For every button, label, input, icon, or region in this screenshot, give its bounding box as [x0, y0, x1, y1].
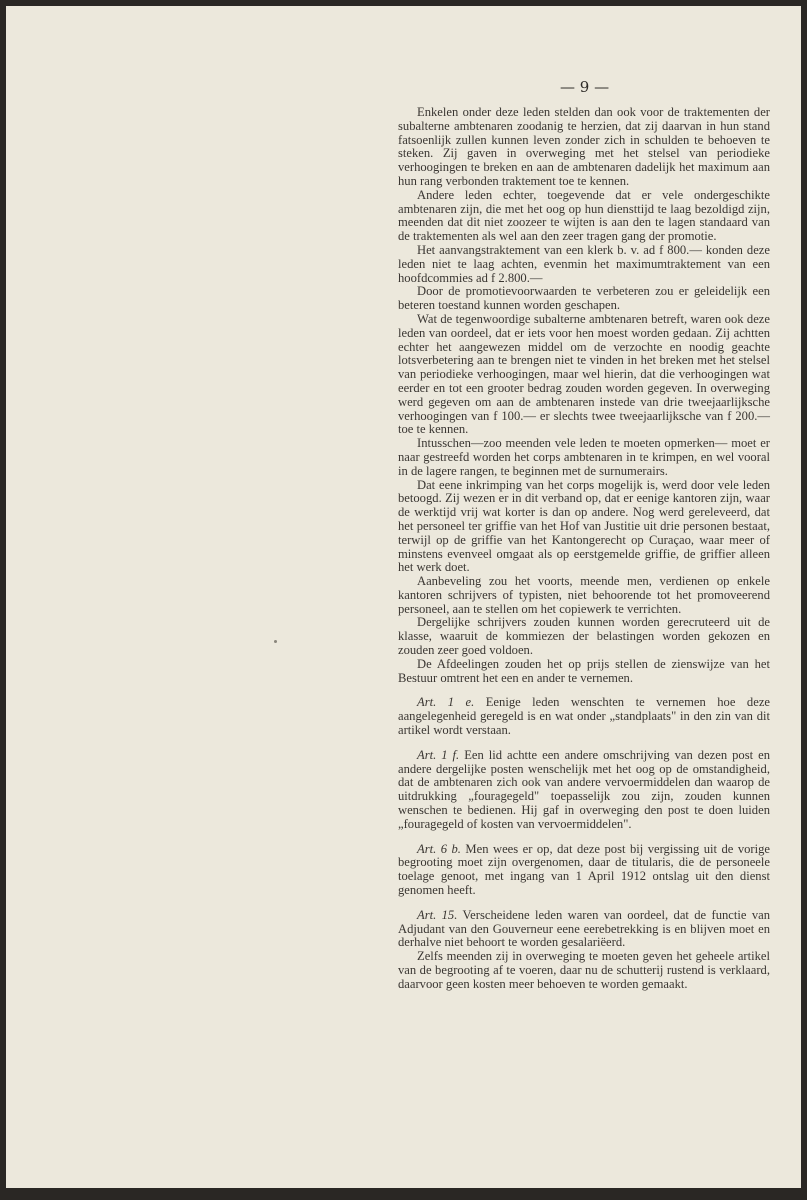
paragraph: Het aanvangstraktement van een klerk b. v. ad f 800.— konden deze leden niet te laag achten, evenmin het maximumtraktement van een hoofdcommies ad f 2.800.— [398, 242, 770, 285]
document-page [6, 6, 801, 1194]
article-ref: Art. 6 b. [417, 841, 461, 856]
paragraph: Wat de tegenwoordige subalterne ambtenaren betreft, waren ook deze leden van oordeel, dat er iets voor hen moest worden gedaan. Zij achtten echter het aangewezen middel om de verzochte en noodig geachte lotsverbetering aan te brengen niet te vinden in het breken met het stelsel van periodieke verhoogingen, maar wel hierin, dat die verhoogingen wat eerder en tot een grooter bedrag zouden worden gegeven. In overweging werd gegeven om aan de ambtenaren instede van drie tweejaarlijksche verhoogingen van f 100.— er slechts twee tweejaarlijksche van f 200.— toe te kennen. [398, 311, 770, 437]
article-text: Eenige leden wenschten te vernemen hoe deze aangelegenheid geregeld is en wat onder „standplaats" in den zin van dit artikel wordt verstaan. [398, 695, 770, 738]
paragraph: Enkelen onder deze leden stelden dan ook voor de traktementen der subalterne ambtenaren zoodanig te herzien, dat zij daarvan in hun stand fatsoenlijk zullen kunnen leven zonder zich in schulden te behoeven te steken. Zij gaven in overweging met het stelsel van periodieke verhoogingen te breken en aan de ambtenaren dadelijk het maximum aan hun rang verbonden traktement toe te kennen. [398, 105, 770, 188]
text-column [398, 106, 770, 992]
paragraph: Dergelijke schrijvers zouden kunnen worden gerecruteerd uit de klasse, waaruit de kommiezen der belastingen worden gekozen en zouden zeer goed voldoen. [398, 615, 770, 658]
page-number: — 9 — [560, 78, 610, 96]
article-paragraph [398, 749, 770, 832]
article-text: Verscheidene leden waren van oordeel, dat de functie van Adjudant van den Gouverneur eene eerebetrekking is en blijven moet en derhalve niet behoort te worden gesalariëerd. [398, 907, 771, 950]
paper-speck [274, 640, 277, 643]
article-paragraph [398, 696, 770, 737]
paragraph: Andere leden echter, toegevende dat er vele ondergeschikte ambtenaren zijn, die met het oog op hun diensttijd te laag bezoldigd zijn, meenden dat dit niet zoozeer te wijten is aan den te lagen standaard van de traktementen als wel aan den zeer tragen gang der promotie. [398, 187, 770, 244]
article-paragraph [398, 843, 770, 898]
paragraph: Intusschen—zoo meenden vele leden te moeten opmerken— moet er naar gestreefd worden het corps ambtenaren in te krimpen, en wel vooral in de lagere rangen, te beginnen met de surnumerairs. [398, 436, 770, 478]
article-ref: Art. 15. [417, 907, 458, 922]
paragraph: De Afdeelingen zouden het op prijs stellen de zienswijze van het Bestuur omtrent het een en ander te vernemen. [398, 656, 770, 685]
paragraph: Dat eene inkrimping van het corps mogelijk is, werd door vele leden betoogd. Zij wezen er in dit verband op, dat er eenige kantoren zijn, waar de werktijd vrij wat korter is dan op andere. Nog werd gereleveerd, dat het personeel ter griffie van het Hof van Justitie uit drie personen bestaat, terwijl op de griffie van het Kantongerecht op Curaçao, waar meer of minstens evenveel omgaat als op eerstgemelde griffie, de griffier alleen het werk doet. [398, 477, 770, 575]
paragraph: Door de promotievoorwaarden te verbeteren zou er geleidelijk een beteren toestand kunnen worden geschapen. [398, 284, 770, 313]
paragraph: Zelfs meenden zij in overweging te moeten geven het geheele artikel van de begrooting af te voeren, daar nu de schutterij rustend is verklaard, daarvoor geen kosten meer behoeven te worden gemaakt. [398, 949, 770, 991]
article-text: Men wees er op, dat deze post bij vergissing uit de vorige begrooting moet zijn overgenomen, daar de titularis, die de personeele toelage genoot, met ingang van 1 April 1912 ontslag uit den dienst genomen heeft. [398, 841, 771, 898]
article-text: Een lid achtte een andere omschrijving van dezen post en andere dergelijke posten wenschelijk met het oog op de omstandigheid, dat de ambtenaren zich ook van andere vervoermiddelen dan waarop de uitdrukking „fouragegeld" toepasselijk zou zijn, zouden kunnen wenschen te bedienen. Hij gaf in overweging den post te doen luiden „fouragegeld of kosten van vervoermiddelen". [398, 747, 770, 831]
paragraph: Aanbeveling zou het voorts, meende men, verdienen op enkele kantoren schrijvers of typisten, niet behoorende tot het promoveerend personeel, aan te stellen om het copiewerk te verrichten. [398, 574, 770, 616]
article-ref: Art. 1 e. [417, 695, 475, 710]
scan-border [6, 1188, 801, 1194]
article-paragraph [398, 909, 770, 950]
article-ref: Art. 1 f. [417, 747, 460, 762]
